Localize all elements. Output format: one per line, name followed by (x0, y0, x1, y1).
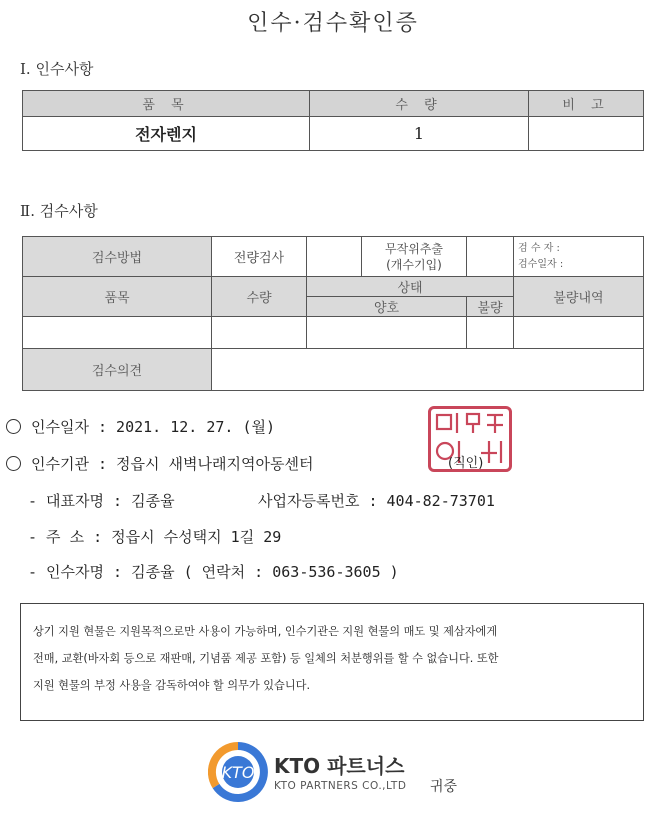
full-inspection-label: 전량검사 (212, 237, 307, 277)
random-sampling-line2: (개수기입) (386, 257, 442, 272)
acceptance-org (6, 453, 313, 474)
business-number: 사업자등록번호 : 404-82-73701 (258, 492, 495, 510)
circle-bullet-icon (6, 456, 21, 471)
notice-box (20, 603, 644, 721)
seal-label: (직인) (448, 456, 484, 471)
qty-cell: 1 (310, 117, 529, 151)
receiver: - 인수자명 : 김종율 ( 연락처 : 063-536-3605 ) (28, 563, 399, 581)
header-note: 비 고 (529, 91, 644, 117)
defect-value (514, 317, 644, 349)
section1-heading: Ⅰ. 인수사항 (20, 60, 94, 78)
status-label: 상태 (307, 277, 514, 297)
svg-text:KTO: KTO (221, 763, 255, 782)
good-value (307, 317, 467, 349)
acceptance-date-text: 인수일자 : 2021. 12. 27. (월) (31, 418, 276, 436)
addressee: 귀중 (430, 779, 458, 795)
header-item: 품 목 (23, 91, 310, 117)
company-name-en: KTO PARTNERS CO.,LTD (274, 780, 407, 792)
notice-line-1: 상기 지원 현물은 지원목적으로만 사용이 가능하며, 인수기관은 지원 현물의 매도 및 제삼자에게 (33, 625, 498, 638)
kto-logo-icon (208, 742, 268, 802)
item-value (23, 317, 212, 349)
bad-value (467, 317, 514, 349)
page-title: 인수·검수확인증 (247, 11, 419, 36)
company-logo (208, 742, 268, 806)
section2-heading: Ⅱ. 검수사항 (20, 202, 98, 220)
inspector-cell (514, 237, 644, 277)
item-cell: 전자렌지 (23, 117, 310, 151)
note-cell (529, 117, 644, 151)
random-sampling-label (362, 237, 467, 277)
opinion-value (212, 349, 644, 391)
circle-bullet-icon (6, 419, 21, 434)
inspector-label: 검 수 자 : (518, 242, 560, 254)
inspection-table (22, 236, 644, 391)
acceptance-table (22, 90, 644, 151)
qty-value (212, 317, 307, 349)
bad-label: 불량 (467, 297, 514, 317)
random-sampling-line1: 무작위추출 (385, 241, 443, 256)
qty-label: 수량 (212, 277, 307, 317)
notice-line-3: 지원 현물의 부정 사용을 감독하여야 할 의무가 있습니다. (33, 679, 311, 692)
company-name: KTO 파트너스 (274, 754, 405, 778)
good-label: 양호 (307, 297, 467, 317)
acceptance-date (6, 416, 275, 437)
address: - 주 소 : 정읍시 수성택지 1길 29 (28, 528, 282, 546)
defect-label: 불량내역 (514, 277, 644, 317)
opinion-label: 검수의견 (23, 349, 212, 391)
inspection-date-label: 검수일자 : (518, 258, 564, 270)
representative: - 대표자명 : 김종율 (28, 492, 175, 510)
random-sampling-box (467, 237, 514, 277)
full-inspection-box (307, 237, 362, 277)
notice-line-2: 전매, 교환(바자회 등으로 재판매, 기념품 제공 포함) 등 일체의 처분행위를 할 수 없습니다. 또한 (33, 652, 499, 665)
header-qty: 수 량 (310, 91, 529, 117)
method-label: 검수방법 (23, 237, 212, 277)
acceptance-org-text: 인수기관 : 정읍시 새벽나래지역아동센터 (31, 455, 314, 473)
item-label: 품목 (23, 277, 212, 317)
